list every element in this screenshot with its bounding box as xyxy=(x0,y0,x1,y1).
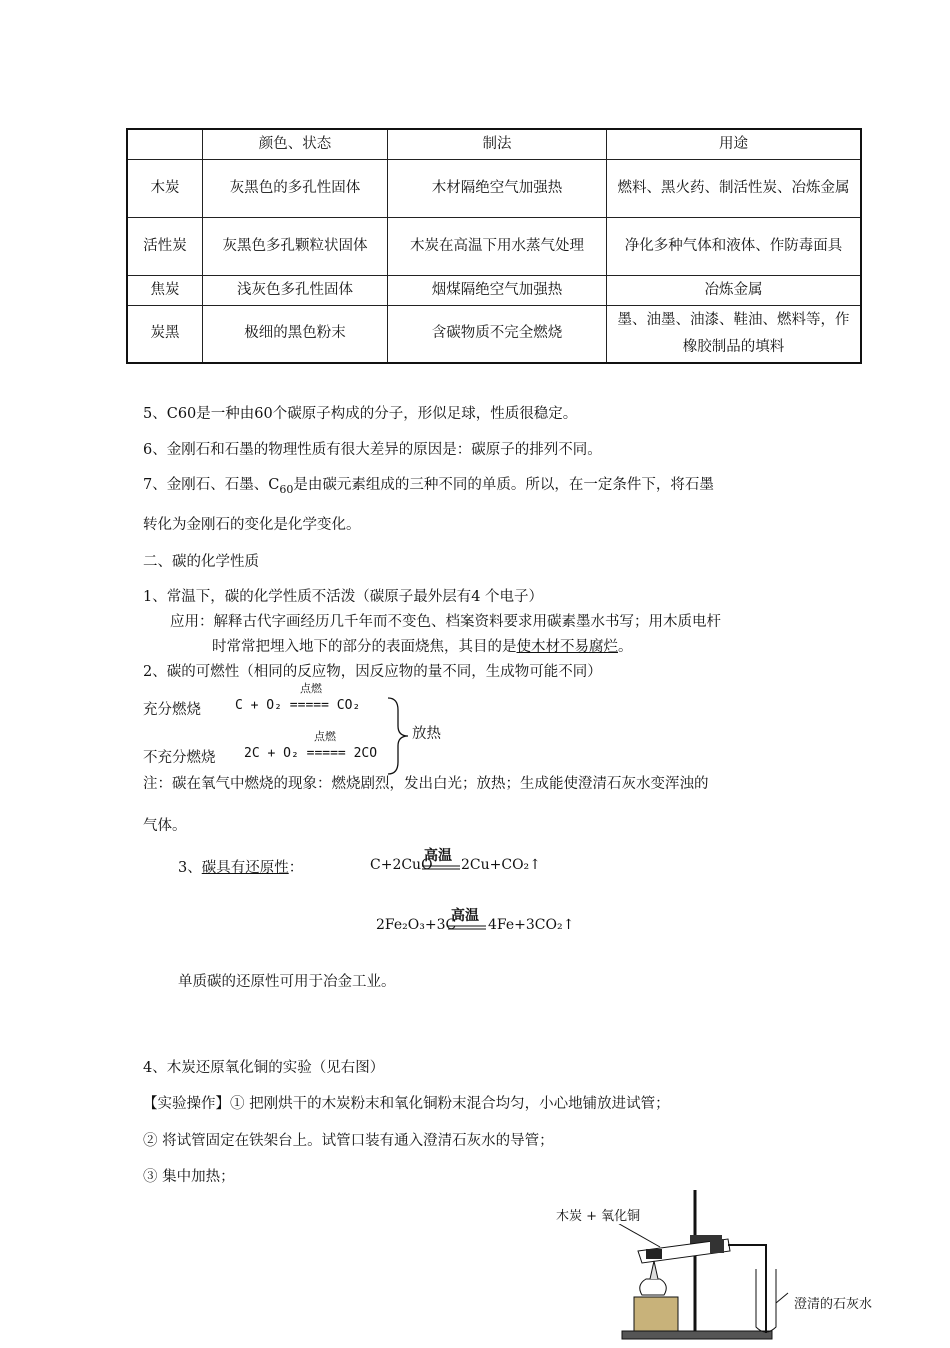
paragraph-7-cont: 转化为金刚石的变化是化学变化。 xyxy=(143,517,361,533)
high-temp-condition: 高温 xyxy=(424,848,452,864)
text-part: ： xyxy=(288,860,304,876)
underlined-text: 使木材不易腐烂 xyxy=(516,639,618,655)
section-heading: 二、碳的化学性质 xyxy=(143,554,259,570)
operation-step-3: ③ 集中加热； xyxy=(143,1169,235,1185)
table-cell: 木材隔绝空气加强热 xyxy=(388,159,607,217)
paragraph-c4: 4、木炭还原氧化铜的实验（见右图） xyxy=(143,1060,385,1076)
table-header-cell xyxy=(127,129,203,159)
paragraph-c1-application: 应用：解释古代字画经历几千年而不变色、档案资料要求用碳素墨水书写；用木质电杆 xyxy=(170,614,721,630)
paragraph-c1: 1、常温下，碳的化学性质不活泼（碳原子最外层有4 个电子） xyxy=(143,589,544,605)
exothermic-label: 放热 xyxy=(412,726,441,742)
table-cell: 极细的黑色粉末 xyxy=(203,305,388,363)
text-part: 。 xyxy=(618,639,633,655)
metallurgy-note: 单质碳的还原性可用于冶金工业。 xyxy=(178,974,396,990)
table-cell: 冶炼金属 xyxy=(607,275,862,305)
paragraph-5: 5、C60是一种由60个碳原子构成的分子，形似足球，性质很稳定。 xyxy=(143,406,578,422)
reduction-equation-fe-left: 2Fe₂O₃+3C xyxy=(376,917,457,933)
table-cell: 木炭在高温下用水蒸气处理 xyxy=(388,217,607,275)
equals-sign-icon xyxy=(422,865,460,871)
reduction-equation-cuo-right: 2Cu+CO₂↑ xyxy=(461,857,541,873)
table-cell: 浅灰色多孔性固体 xyxy=(203,275,388,305)
table-cell: 活性炭 xyxy=(127,217,203,275)
table-header-cell: 制法 xyxy=(388,129,607,159)
equals-sign-icon xyxy=(448,925,486,931)
figure-label-reagents: 木炭 + 氧化铜 xyxy=(556,1205,640,1224)
table-cell: 木炭 xyxy=(127,159,203,217)
figure-label-limewater: 澄清的石灰水 xyxy=(794,1297,873,1312)
table-cell: 含碳物质不完全燃烧 xyxy=(388,305,607,363)
ignite-condition: 点燃 xyxy=(300,682,322,695)
text-part: 时常常把埋入地下的部分的表面烧焦，其目的是 xyxy=(212,639,517,655)
carbon-forms-table xyxy=(126,128,862,364)
operation-step-2: ② 将试管固定在铁架台上。试管口装有通入澄清石灰水的导管； xyxy=(143,1133,554,1149)
paragraph-7-part: 是由碳元素组成的三种不同的单质。所以，在一定条件下，将石墨 xyxy=(293,477,714,493)
underlined-text: 碳具有还原性 xyxy=(201,860,289,876)
table-cell: 燃料、黑火药、制活性炭、冶炼金属 xyxy=(607,159,862,217)
subscript: 60 xyxy=(279,482,294,496)
table-cell: 炭黑 xyxy=(127,305,203,363)
table-cell: 焦炭 xyxy=(127,275,203,305)
text-part: 3、 xyxy=(178,860,202,876)
full-combustion-label: 充分燃烧 xyxy=(143,702,201,718)
ignite-condition: 点燃 xyxy=(314,730,336,743)
paragraph-c1-application-cont xyxy=(212,635,633,656)
partial-combustion-equation: 2C + O₂ ===== 2CO xyxy=(244,746,378,761)
table-cell: 灰黑色多孔颗粒状固体 xyxy=(203,217,388,275)
partial-combustion-label: 不充分燃烧 xyxy=(143,750,216,766)
paragraph-6: 6、金刚石和石墨的物理性质有很大差异的原因是：碳原子的排列不同。 xyxy=(143,442,602,458)
note: 注：碳在氧气中燃烧的现象：燃烧剧烈，发出白光；放热；生成能使澄清石灰水变浑浊的 xyxy=(143,776,709,792)
paragraph-c2: 2、碳的可燃性（相同的反应物，因反应物的量不同，生成物可能不同） xyxy=(143,664,602,680)
experiment-diagram xyxy=(550,1185,890,1348)
table-header-cell: 颜色、状态 xyxy=(203,129,388,159)
table-cell: 灰黑色的多孔性固体 xyxy=(203,159,388,217)
paragraph-7-part: 7、金刚石、石墨、C xyxy=(143,477,280,493)
paragraph-c3 xyxy=(178,856,303,877)
table-cell: 烟煤隔绝空气加强热 xyxy=(388,275,607,305)
reduction-equation-fe-right: 4Fe+3CO₂↑ xyxy=(488,917,575,933)
high-temp-condition: 高温 xyxy=(451,908,479,924)
table-cell: 墨、油墨、油漆、鞋油、燃料等，作橡胶制品的填料 xyxy=(607,305,862,363)
table-header-cell: 用途 xyxy=(607,129,862,159)
reduction-equation-cuo-left: C+2CuO xyxy=(370,857,433,873)
full-combustion-equation: C + O₂ ===== CO₂ xyxy=(235,698,361,713)
table-cell: 净化多种气体和液体、作防毒面具 xyxy=(607,217,862,275)
brace-icon xyxy=(384,696,412,776)
note-cont: 气体。 xyxy=(143,818,187,834)
operation-step-1: 【实验操作】① 把刚烘干的木炭粉末和氧化铜粉末混合均匀，小心地铺放进试管； xyxy=(143,1096,670,1112)
paragraph-7 xyxy=(143,473,714,496)
